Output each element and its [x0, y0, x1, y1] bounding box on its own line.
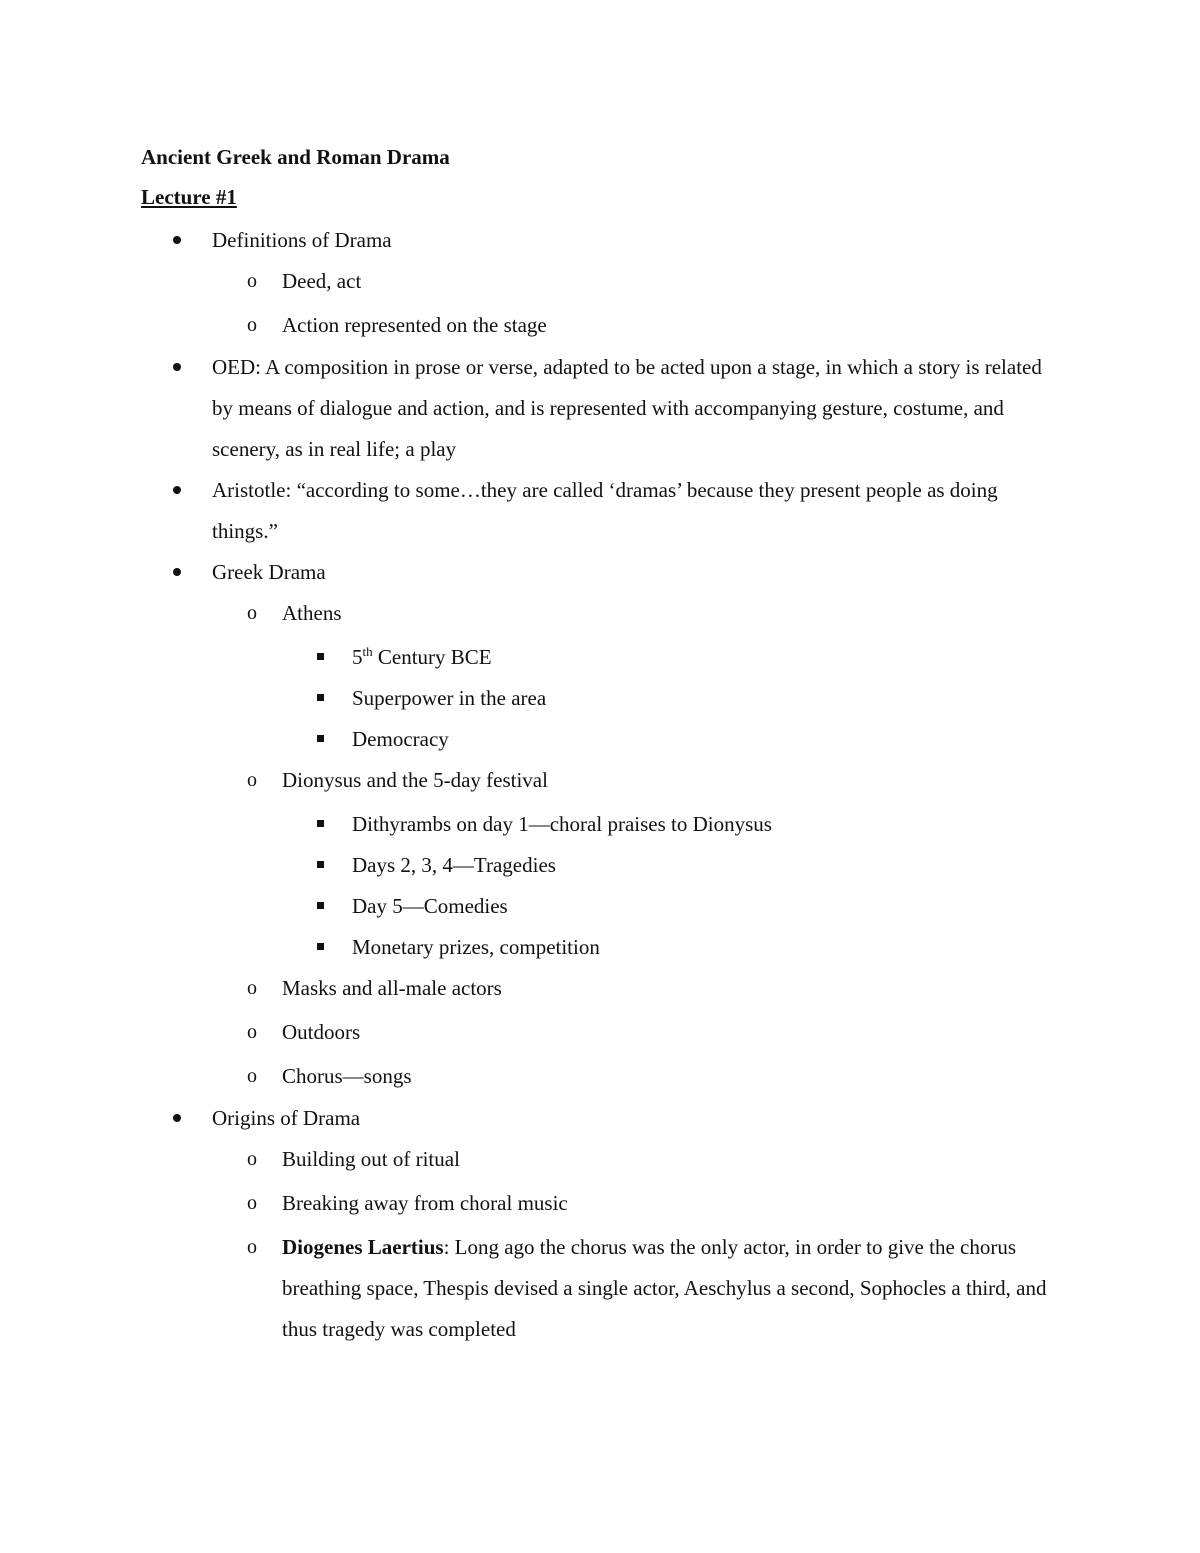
circle-bullet-icon: o — [247, 1021, 257, 1043]
list-item: Dithyrambs on day 1—choral praises to Dionysus — [141, 804, 1061, 845]
list-item: Day 5—Comedies — [141, 886, 1061, 927]
circle-bullet-icon: o — [247, 1065, 257, 1087]
list-item: o Dionysus and the 5-day festival — [141, 760, 1061, 801]
list-item: Aristotle: “according to some…they are called ‘dramas’ because they present people as doing things.” — [141, 470, 1061, 552]
list-item: Definitions of Drama — [141, 220, 1061, 261]
lecture-heading: Lecture #1 — [141, 185, 237, 209]
outline-list — [141, 220, 1061, 1350]
bullet-icon — [173, 1114, 181, 1122]
square-bullet-icon — [317, 861, 324, 868]
circle-bullet-icon: o — [247, 314, 257, 336]
document-title: Ancient Greek and Roman Drama — [141, 145, 450, 169]
list-item: Democracy — [141, 719, 1061, 760]
list-item: o Masks and all-male actors — [141, 968, 1061, 1009]
list-item: Superpower in the area — [141, 678, 1061, 719]
list-item: Monetary prizes, competition — [141, 927, 1061, 968]
list-item: Origins of Drama — [141, 1098, 1061, 1139]
square-bullet-icon — [317, 820, 324, 827]
diogenes-name: Diogenes Laertius — [282, 1235, 444, 1259]
bullet-icon — [173, 568, 181, 576]
square-bullet-icon — [317, 694, 324, 701]
square-bullet-icon — [317, 653, 324, 660]
square-bullet-icon — [317, 902, 324, 909]
list-item: Greek Drama — [141, 552, 1061, 593]
list-item: o Breaking away from choral music — [141, 1183, 1061, 1224]
circle-bullet-icon: o — [247, 1192, 257, 1214]
list-item: o Diogenes Laertius: Long ago the chorus was the only actor, in order to give the chorus breathing space, Thespis devised a single actor, Aeschylus a second, Sophocles a third, and thus tragedy was completed — [141, 1227, 1061, 1350]
list-item: o Deed, act — [141, 261, 1061, 302]
list-item: o Action represented on the stage — [141, 305, 1061, 346]
bullet-icon — [173, 486, 181, 494]
square-bullet-icon — [317, 943, 324, 950]
list-item: o Outdoors — [141, 1012, 1061, 1053]
square-bullet-icon — [317, 735, 324, 742]
bullet-icon — [173, 236, 181, 244]
document-body — [141, 140, 1061, 1350]
list-item: OED: A composition in prose or verse, adapted to be acted upon a stage, in which a story is related by means of dialogue and action, and is represented with accompanying gesture, costume, and scenery, as in real life; a play — [141, 347, 1061, 470]
circle-bullet-icon: o — [247, 977, 257, 999]
circle-bullet-icon: o — [247, 1148, 257, 1170]
bullet-icon — [173, 363, 181, 371]
list-item: Days 2, 3, 4—Tragedies — [141, 845, 1061, 886]
circle-bullet-icon: o — [247, 769, 257, 791]
circle-bullet-icon: o — [247, 602, 257, 624]
list-item: o Athens — [141, 593, 1061, 634]
circle-bullet-icon: o — [247, 1236, 257, 1258]
list-item: o Building out of ritual — [141, 1139, 1061, 1180]
circle-bullet-icon: o — [247, 270, 257, 292]
list-item: o Chorus—songs — [141, 1056, 1061, 1097]
list-item: 5th Century BCE — [141, 637, 1061, 678]
